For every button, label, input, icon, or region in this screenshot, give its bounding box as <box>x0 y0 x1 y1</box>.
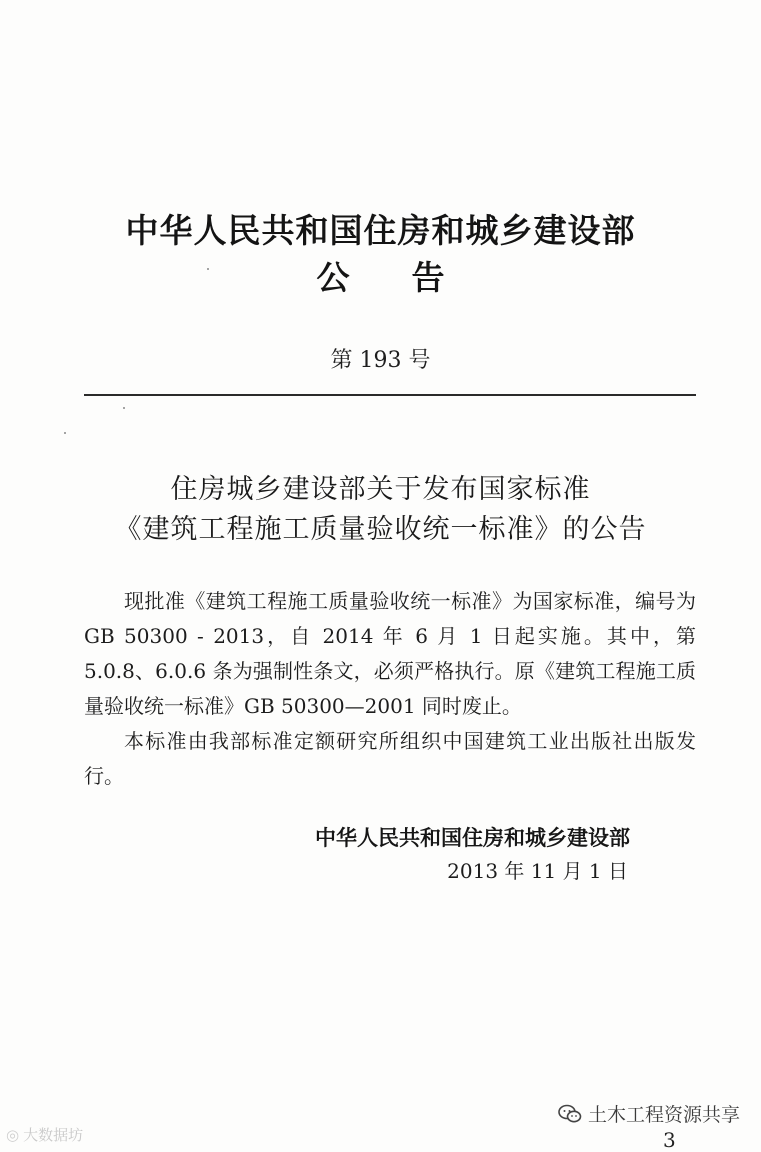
scan-speck <box>64 432 66 434</box>
notice-title: 公告 <box>316 258 507 297</box>
camera-mark-icon: ◎ <box>6 1125 20 1144</box>
headline-line-1: 住房城乡建设部关于发布国家标准 <box>170 474 591 505</box>
issue-date: 2013 年 11 月 1 日 <box>447 859 628 883</box>
scan-speck <box>207 268 209 270</box>
notice-body <box>84 584 696 794</box>
watermark-left <box>6 1124 83 1145</box>
headline-line-2: 《建筑工程施工质量验收统一标准》的公告 <box>114 514 647 545</box>
watermark-left-text: 大数据坊 <box>23 1126 84 1144</box>
watermark-right-text: 土木工程资源共享 <box>588 1104 741 1126</box>
body-paragraph-2: 本标准由我部标准定额研究所组织中国建筑工业出版社出版发行。 <box>84 729 696 788</box>
notice-number: 第 193 号 <box>330 348 431 373</box>
watermark-right <box>558 1100 740 1127</box>
body-paragraph-1: 现批准《建筑工程施工质量验收统一标准》为国家标准，编号为 GB 50300 - 2013，自 2014 年 6 月 1 日起实施。其中，第 5.0.8、6.0.6 条为强制性条文，必须严格执行。原《建筑工程施工质量验收统一标准》GB 50300—2001 同时废止。 <box>84 589 696 718</box>
page-number: 3 <box>663 1128 676 1152</box>
wechat-icon <box>558 1104 582 1124</box>
header-divider <box>84 394 696 396</box>
ministry-title: 中华人民共和国住房和城乡建设部 <box>125 211 636 250</box>
issuer-signature: 中华人民共和国住房和城乡建设部 <box>315 826 630 850</box>
scan-speck <box>123 407 125 409</box>
